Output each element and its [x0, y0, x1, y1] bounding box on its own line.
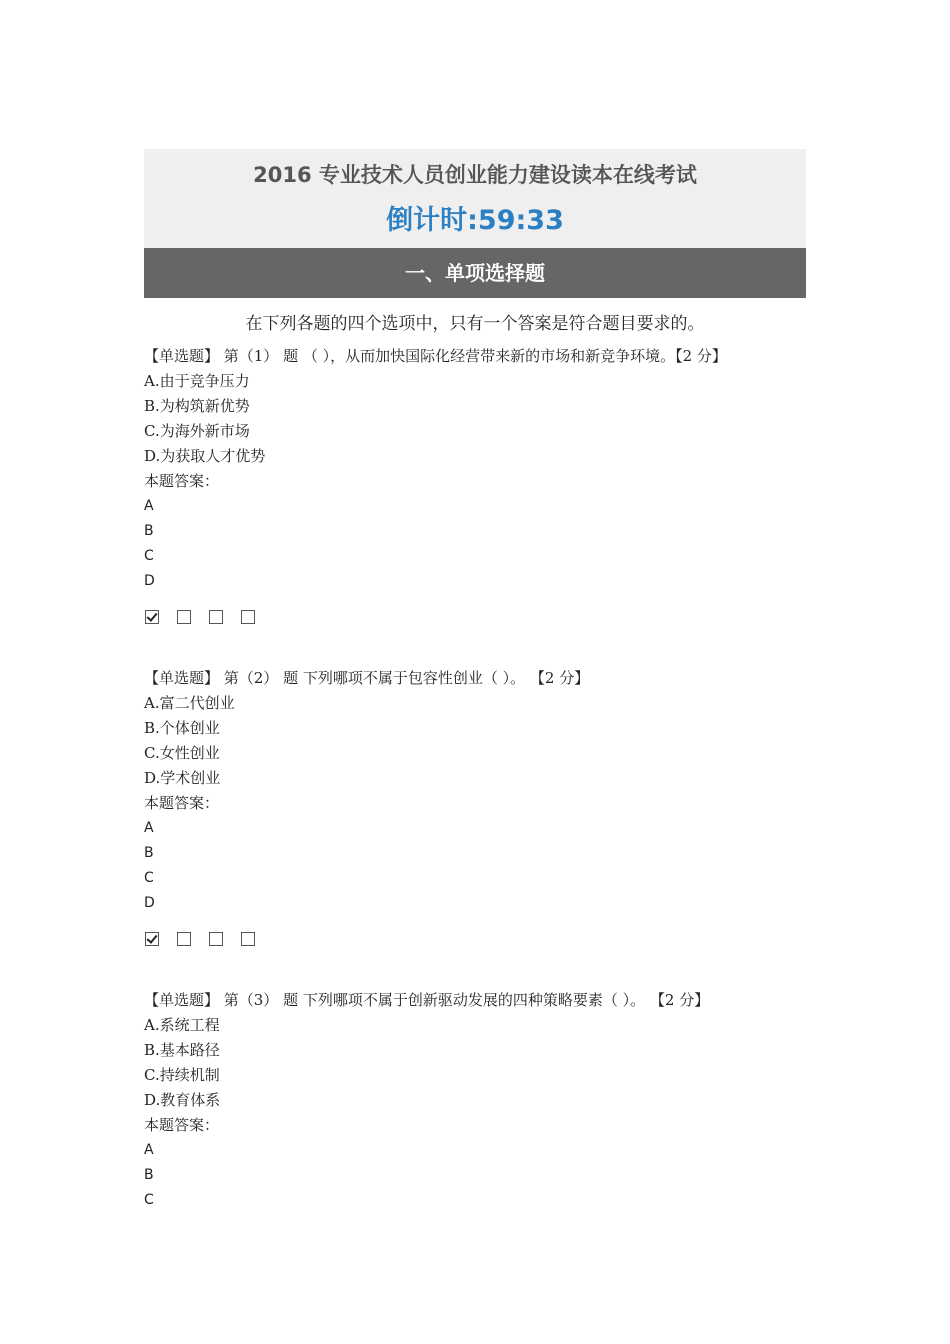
answer-letter-d: D [144, 895, 155, 911]
option-d: D.学术创业 [144, 769, 221, 787]
checkbox-b[interactable] [177, 932, 191, 946]
answer-letter-a: A [144, 498, 154, 514]
option-c: C.女性创业 [144, 744, 220, 762]
answer-letter-b: B [144, 845, 154, 861]
option-b: B.个体创业 [144, 719, 220, 737]
answer-checkboxes [144, 932, 806, 950]
question-2 [144, 666, 806, 950]
question-header: 【单选题】 第（2） 题 下列哪项不属于包容性创业（ ）。 【2 分】 [144, 669, 590, 687]
checkbox-d[interactable] [241, 610, 255, 624]
answer-letter-c: C [144, 870, 154, 886]
option-d: D.为获取人才优势 [144, 447, 266, 465]
option-b: B.基本路径 [144, 1041, 220, 1059]
question-header: 【单选题】 第（1） 题 （ ），从而加快国际化经营带来新的市场和新竞争环境。【2 分】 [144, 347, 727, 365]
checkbox-d[interactable] [241, 932, 255, 946]
answer-label: 本题答案： [144, 472, 220, 490]
option-a: A.由于竞争压力 [144, 372, 250, 390]
answer-letter-b: B [144, 1167, 154, 1183]
option-b: B.为构筑新优势 [144, 397, 250, 415]
question-header: 【单选题】 第（3） 题 下列哪项不属于创新驱动发展的四种策略要素（ ）。 【2 分】 [144, 991, 710, 1009]
checkbox-c[interactable] [209, 610, 223, 624]
exam-container [144, 149, 806, 1213]
checkbox-b[interactable] [177, 610, 191, 624]
answer-letter-d: D [144, 573, 155, 589]
answer-checkboxes [144, 610, 806, 628]
answer-letter-c: C [144, 1192, 154, 1208]
answer-label: 本题答案： [144, 1116, 220, 1134]
option-c: C.持续机制 [144, 1066, 220, 1084]
answer-letter-c: C [144, 548, 154, 564]
answer-letter-a: A [144, 820, 154, 836]
countdown-timer: 倒计时:59:33 [386, 205, 564, 236]
exam-header [144, 149, 806, 248]
question-1 [144, 344, 806, 628]
section-instruction: 在下列各题的四个选项中，只有一个答案是符合题目要求的。 [245, 314, 705, 334]
question-3 [144, 988, 806, 1213]
section-title: 一、单项选择题 [144, 248, 806, 298]
option-d: D.教育体系 [144, 1091, 221, 1109]
option-a: A.富二代创业 [144, 694, 235, 712]
answer-label: 本题答案： [144, 794, 220, 812]
answer-letter-a: A [144, 1142, 154, 1158]
checkbox-a-checked[interactable] [145, 610, 159, 624]
exam-title: 2016 专业技术人员创业能力建设读本在线考试 [253, 163, 697, 187]
option-a: A.系统工程 [144, 1016, 220, 1034]
checkbox-a-checked[interactable] [145, 932, 159, 946]
checkbox-c[interactable] [209, 932, 223, 946]
answer-letter-b: B [144, 523, 154, 539]
option-c: C.为海外新市场 [144, 422, 250, 440]
